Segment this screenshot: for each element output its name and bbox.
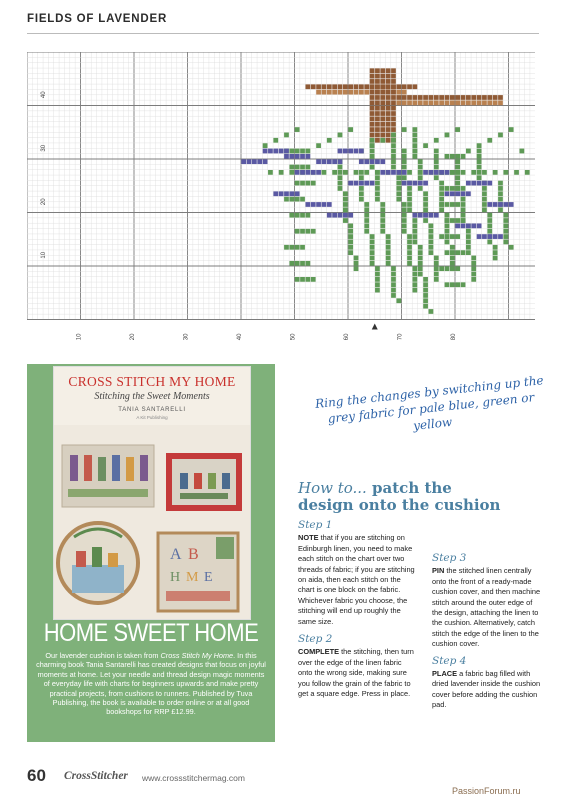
svg-text:E: E [204, 570, 213, 585]
center-arrow-icon [372, 324, 378, 330]
chart-y-label: 20 [41, 198, 47, 206]
book-cover [53, 366, 251, 620]
step-3-text: PIN the stitched linen centrally onto the front of a ready-made cushion cover, and then machine stitch around the outer edge of the design, attaching the linen to the cushion. Alternatively, catch stitch the edge of the linen to the cushion cover. [432, 566, 541, 649]
page-number: 60 [27, 766, 46, 785]
feature-body: Our lavender cushion is taken from Cross Stitch My Home. In this charming book Tania Santarelli has created designs that focus on joyful moments at home. Let your needle and thread design magic moments of everyday life with charts for beginners upwards and make pretty practical projects, from cushions to runners. Published by Tuva Publishing, the book is available to order online or at all good bookshops for RRP £12.99. [36, 651, 266, 717]
step-3-label: Step 3 [432, 552, 467, 564]
chart-x-label: 10 [76, 333, 83, 341]
howto-heading: How to... patch the design onto the cushion [298, 479, 501, 514]
chart-x-label: 20 [130, 333, 136, 341]
chart-y-label: 30 [41, 144, 47, 152]
website-link[interactable]: www.crossstitchermag.com [142, 773, 245, 783]
step-1-text: NOTE that if you are stitching on Edinburgh linen, you need to make each stitch on the chart over two threads of fabric; if you are stitching on aida, then each stitch on the chart is one block on the fabric. Whichever fabric you choose, the stitching will end up roughly the same size. [298, 533, 415, 626]
handwritten-tip: Ring the changes by switching up the grey fabric for pale blue, green or yellow [314, 373, 545, 433]
step-4 [432, 656, 542, 711]
book-cover-photo [54, 425, 250, 619]
svg-text:B: B [188, 546, 199, 563]
step-1-label: Step 1 [298, 519, 333, 531]
chart-x-label: 70 [397, 333, 404, 341]
step-2-label: Step 2 [298, 633, 333, 646]
chart-x-label: 60 [344, 333, 350, 341]
chart-y-label: 40 [41, 91, 47, 99]
chart-x-label: 30 [183, 333, 190, 341]
book-publisher: A Kit Publishing [136, 415, 168, 420]
steps-column-right [432, 528, 542, 711]
svg-text:A: A [170, 546, 182, 563]
chart-x-label: 40 [237, 333, 243, 341]
cross-stitch-chart [27, 52, 535, 342]
step-4-text: PLACE a fabric bag filled with dried lavender inside the cushion cover before adding the cushion pad. [432, 669, 541, 710]
feature-title: HOME SWEET HOME [43, 618, 259, 647]
section-title: FIELDS OF LAVENDER [27, 13, 168, 25]
step-1 [298, 520, 416, 627]
step-2-text: COMPLETE the stitching, then turn over the edge of the linen fabric onto the wrong side, making sure you follow the grain of the fabric to get a square edge. Press in place. [298, 647, 414, 699]
book-title: CROSS STITCH MY HOME [68, 374, 236, 389]
step-3 [432, 553, 542, 650]
chart-x-label: 80 [451, 333, 457, 341]
steps-column-left [298, 520, 416, 709]
magazine-logo: CrossStitcher [64, 770, 128, 782]
book-subtitle: Stitching the Sweet Moments [94, 391, 210, 402]
header-rule [27, 33, 539, 34]
chart-y-label: 10 [41, 251, 47, 259]
book-author: TANIA SANTARELLI [118, 407, 186, 413]
svg-text:H: H [170, 570, 181, 585]
chart-x-label: 50 [290, 333, 297, 341]
step-4-label: Step 4 [432, 654, 467, 667]
step-2 [298, 634, 416, 709]
watermark: PassionForum.ru [452, 786, 521, 796]
svg-text:M: M [186, 570, 199, 585]
